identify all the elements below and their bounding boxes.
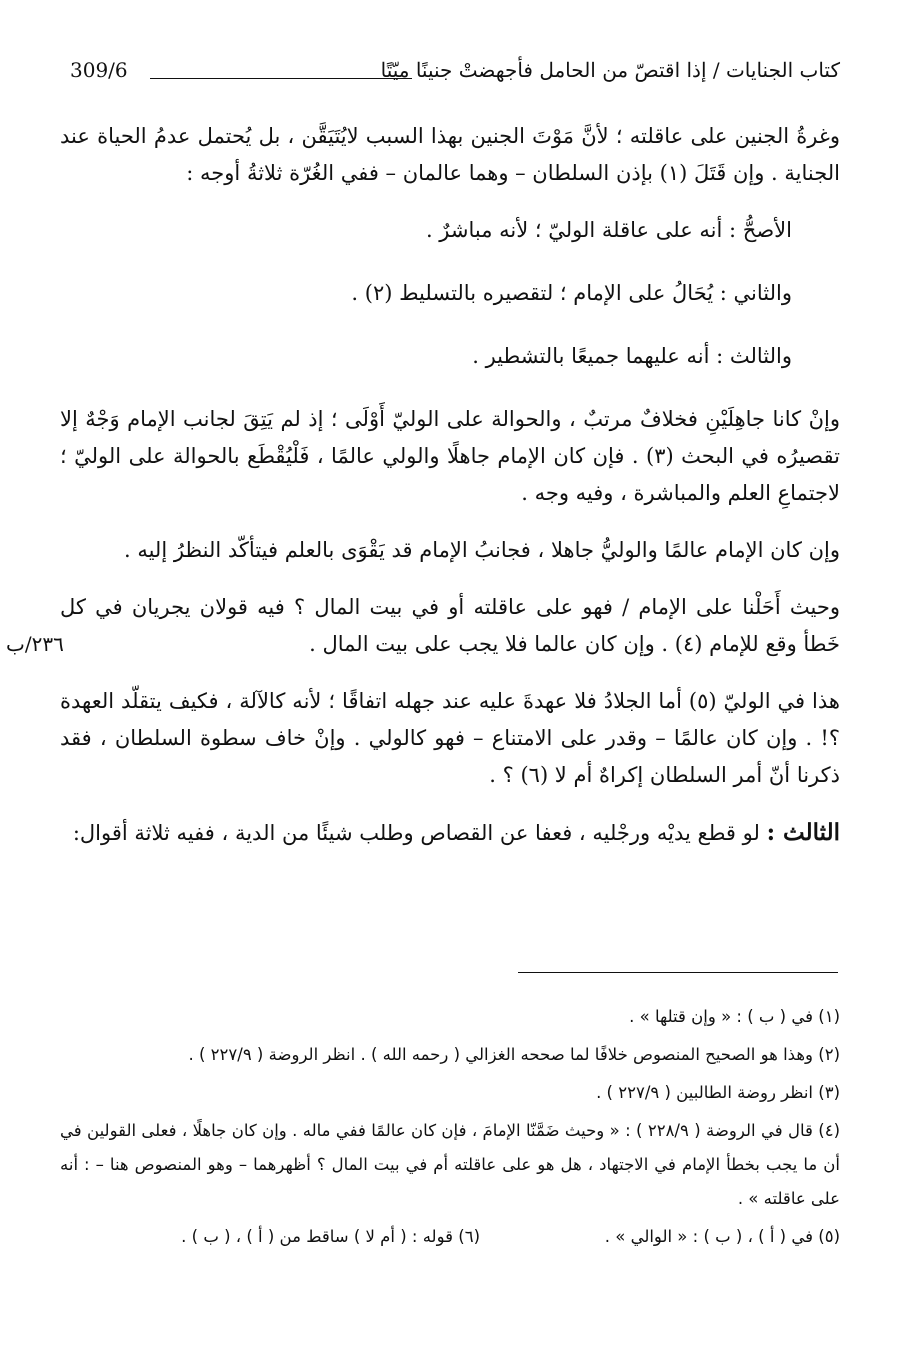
header-rule <box>150 78 412 79</box>
section-lead: الثالث : <box>766 819 840 846</box>
header-title: كتاب الجنايات / إذا اقتصّ من الحامل فأجهضتْ جنينًا ميّتًا <box>380 58 840 82</box>
paragraph-6: وإن كان الإمام عالمًا والوليُّ جاهلا ، فجانبُ الإمام قد يَقْوَى بالعلم فيتأكّد النظرُ إليه . <box>123 538 840 562</box>
main-text <box>60 118 840 872</box>
footnote-3: (٣) انظر روضة الطالبين ( ٢٢٧/٩ ) . <box>596 1083 840 1102</box>
footnotes <box>60 1000 840 1254</box>
running-header <box>70 56 840 90</box>
paragraph-9 <box>60 814 840 852</box>
paragraph-1: وغرةُ الجنين على عاقلته ؛ لأنَّ مَوْتَ الجنين بهذا السبب لايُتَيَقَّن ، بل يُحتمل عدمُ الحياة عند الجناية . وإن قَتَلَ (١) بإذن السلطان – وهما عالمان – ففي الغُرّة ثلاثةُ أوجه : <box>60 124 840 185</box>
paragraph-7: وحيث أَحَلْنا على الإمام / فهو على عاقلته أو في بيت المال ؟ فيه قولان يجريان في كل خَطأ وقع للإمام (٤) . وإن كان عالما فلا يجب على بيت المال . <box>60 595 840 656</box>
margin-folio-reference: ٢٣٦/ب <box>6 632 64 656</box>
footnote-4: (٤) قال في الروضة ( ٢٢٨/٩ ) : « وحيث ضَمَّنّا الإمامَ ، فإن كان عالمًا ففي ماله . وإن كان جاهلًا ، فعلى القولين في أن ما يجب بخطأ الإمام في الاجتهاد ، هل هو على عاقلته أم في بيت المال ؟ أظهرهما – وهو المنصوص هنا – : أنه على عاقلته » . <box>60 1121 840 1208</box>
footnote-6: (٦) قوله : ( أم لا ) ساقط من ( أ ) ، ( ب ) . <box>181 1227 480 1246</box>
paragraph-3: والثاني : يُحَالُ على الإمام ؛ لتقصيره بالتسليط (٢) . <box>351 281 792 305</box>
paragraph-5: وإنْ كانا جاهِلَيْنِ فخلافٌ مرتبٌ ، والحوالة على الوليّ أَوْلَى ؛ إذ لم يَتِقَ لجانب الإمام وَجْهٌ إلا تقصيرُه في البحث (٣) . فإن كان الإمام جاهلًا والولي عالمًا ، فَلْيُقْطَع بالحوالة على الوليّ ؛ لاجتماعِ العلم والمباشرة ، وفيه وجه . <box>60 407 840 505</box>
paragraph-8: هذا في الوليّ (٥) أما الجلادُ فلا عهدةَ عليه عند جهله اتفاقًا ؛ لأنه كالآلة ، فكيف يتقلّد العهدة ؟! . وإن كان عالمًا – وقدر على الامتناع – فهو كالولي . وإنْ خاف سطوة السلطان ، فقد ذكرنا أنّ أمر السلطان إكراهٌ أم لا (٦) ؟ . <box>60 689 840 787</box>
footnote-5: (٥) في ( أ ) ، ( ب ) : « الوالي » . <box>604 1227 840 1246</box>
footnote-separator <box>518 972 838 973</box>
footnote-row-5-6 <box>60 1220 840 1254</box>
paragraph-9-text: لو قطع يديْه ورجْليه ، فعفا عن القصاص وطلب شيئًا من الدية ، ففيه ثلاثة أقوال: <box>72 821 767 845</box>
page-number: 309/6 <box>70 58 128 82</box>
paragraph-4: والثالث : أنه عليهما جميعًا بالتشطير . <box>472 344 792 368</box>
footnote-1: (١) في ( ب ) : « وإن قتلها » . <box>629 1007 840 1026</box>
paragraph-2: الأصحُّ : أنه على عاقلة الوليّ ؛ لأنه مباشرٌ . <box>425 218 792 242</box>
footnote-2: (٢) وهذا هو الصحيح المنصوص خلافًا لما صححه الغزالي ( رحمه الله ) . انظر الروضة ( ٢٢٧/٩ ) . <box>188 1045 840 1064</box>
